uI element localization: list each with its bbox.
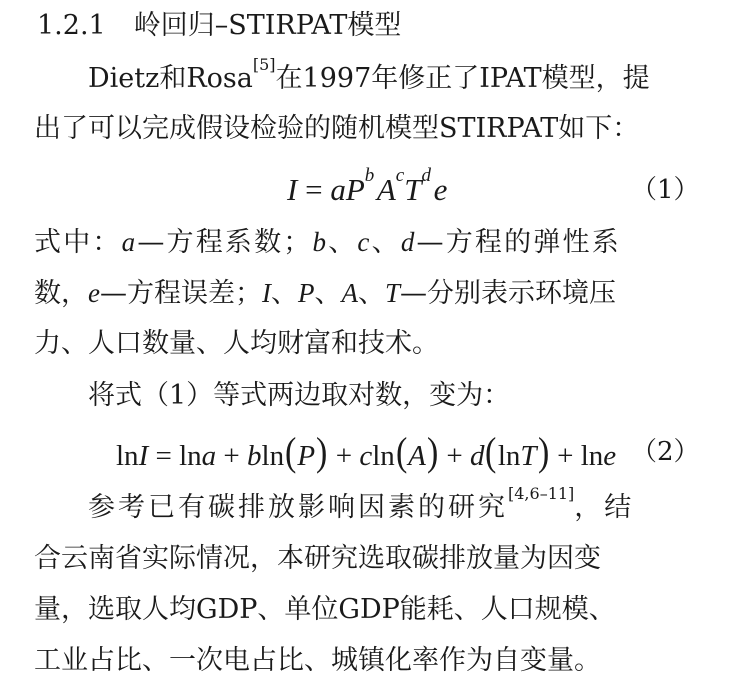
paragraph-1-line-1 <box>88 55 650 99</box>
variable: b <box>312 227 329 257</box>
text-run: 、 <box>357 278 385 309</box>
variable: T <box>384 278 401 308</box>
paragraph-2-line-3: 力、人口数量、人均财富和技术。 <box>34 328 439 359</box>
paragraph-4-line-1 <box>88 484 635 528</box>
text-run: —方程的弹性系 <box>416 227 621 258</box>
eq-operator: ln <box>372 440 395 472</box>
equation-1 <box>287 165 448 210</box>
eq-symbol: e <box>603 440 617 472</box>
equation-2: lnI = lna + bln(P) + cln(A) + d(lnT) + lne <box>116 429 617 474</box>
text-run: 在1997年修正了IPAT模型，提 <box>275 63 650 94</box>
variable: d <box>400 227 417 257</box>
text-run: 数， <box>34 278 88 309</box>
eq-operator: = <box>297 172 331 207</box>
equation-1-number: （1） <box>631 175 700 205</box>
variable: I <box>261 278 271 308</box>
eq-symbol: e <box>433 172 448 207</box>
eq-symbol: c <box>359 440 373 472</box>
eq-symbol: A <box>376 172 396 207</box>
text-run: ，结 <box>574 492 635 523</box>
eq-operator: ln <box>497 440 521 472</box>
variable: A <box>341 278 358 308</box>
citation: [4,6–11] <box>508 484 575 503</box>
eq-operator: + ln <box>549 440 604 472</box>
eq-operator: = ln <box>148 440 202 472</box>
section-number: 1.2.1 <box>37 10 106 41</box>
paragraph-4-line-2: 合云南省实际情况，本研究选取碳排放量为因变 <box>34 543 601 574</box>
eq-symbol: I <box>287 172 298 207</box>
variable: a <box>121 227 138 257</box>
paragraph-4-line-4: 工业占比、一次电占比、城镇化率作为自变量。 <box>34 645 601 676</box>
eq-symbol: d <box>469 440 485 472</box>
eq-symbol: T <box>520 440 537 472</box>
paragraph-3: 将式（1）等式两边取对数，变为： <box>88 380 511 411</box>
text-run: —分别表示环境压 <box>400 278 617 309</box>
eq-exponent: b <box>364 165 375 186</box>
paragraph-4-line-3: 量，选取人均GDP、单位GDP能耗、人口规模、 <box>34 594 616 625</box>
eq-symbol: P <box>297 440 316 472</box>
eq-exponent: c <box>395 165 405 186</box>
text-run: 、 <box>328 227 358 258</box>
eq-symbol: b <box>247 440 262 472</box>
eq-exponent: d <box>421 165 431 186</box>
text-run: 、 <box>371 227 401 258</box>
text-run: —方程系数； <box>137 227 313 258</box>
text-run: 、 <box>270 278 298 309</box>
paragraph-2-line-1 <box>34 222 621 262</box>
text-run: Dietz和Rosa <box>88 63 253 94</box>
eq-operator: + <box>328 440 360 472</box>
text-run: 式中： <box>34 227 122 258</box>
variable: P <box>297 278 315 308</box>
eq-operator: + <box>439 440 470 472</box>
paragraph-1-line-2: 出了可以完成假设检验的随机模型STIRPAT如下： <box>34 113 640 144</box>
variable: c <box>357 227 372 257</box>
eq-symbol: a <box>201 440 217 472</box>
eq-operator: + <box>216 440 248 472</box>
section-title: 岭回归–STIRPAT模型 <box>133 10 402 41</box>
eq-symbol: T <box>404 172 422 207</box>
text-run: 、 <box>314 278 342 309</box>
equation-2-number: （2） <box>631 437 700 467</box>
eq-operator: ln <box>261 440 285 472</box>
variable: e <box>88 278 100 308</box>
text-run: —方程误差； <box>99 278 262 309</box>
text-run: 参考已有碳排放影响因素的研究 <box>88 492 508 523</box>
eq-symbol: P <box>345 172 365 207</box>
eq-symbol: a <box>330 172 346 207</box>
eq-symbol: A <box>408 440 426 472</box>
eq-operator: ln <box>116 440 139 472</box>
eq-symbol: I <box>138 440 149 472</box>
citation: [5] <box>252 55 276 74</box>
section-heading <box>37 6 401 46</box>
paragraph-2-line-2 <box>34 273 616 313</box>
